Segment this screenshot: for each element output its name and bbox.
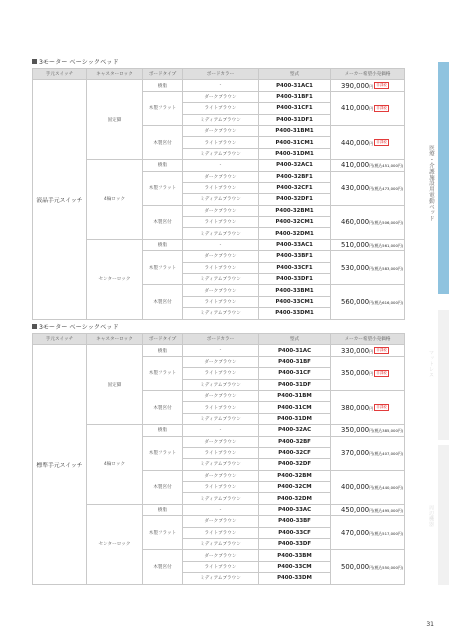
price-value: 380,000: [341, 403, 370, 412]
model-cell: P400-33CF: [259, 527, 331, 538]
board-color-cell: -: [183, 345, 259, 356]
tax-included-price: (税込517,000円): [373, 530, 404, 536]
model-cell: P400-33DM: [259, 573, 331, 584]
price-cell: [331, 239, 405, 250]
price-cell: [331, 125, 405, 159]
board-color-cell: ライトブラウン: [183, 402, 259, 413]
price-cell: [331, 390, 405, 424]
price-value: 410,000: [341, 161, 370, 170]
tax-included-price: (税込616,000円): [373, 300, 404, 305]
switch-cell: 標準手元スイッチ: [33, 345, 87, 584]
model-cell: P400-31CF1: [259, 103, 331, 114]
yen-unit: 円: [369, 530, 374, 536]
model-cell: P400-32BF: [259, 436, 331, 447]
board-type-cell: 樹脂: [143, 345, 183, 356]
model-cell: P400-33BM1: [259, 285, 331, 296]
board-type-cell: 樹脂: [143, 160, 183, 171]
tax-exempt-badge: 非課税: [376, 83, 387, 88]
tax-included-price: (税込407,000円): [373, 451, 404, 457]
board-color-cell: ミディアムブラウン: [183, 274, 259, 285]
model-cell: P400-32CM: [259, 482, 331, 493]
tax-included-price: (税込583,000円): [373, 265, 404, 271]
model-cell: P400-32BF1: [259, 171, 331, 182]
model-cell: P400-31BF1: [259, 91, 331, 102]
tax-exempt-badge: 非課税: [376, 105, 387, 110]
col-header: 手元スイッチ: [33, 69, 87, 80]
board-color-cell: ダークブラウン: [183, 390, 259, 401]
board-type-cell: 樹脂: [143, 425, 183, 436]
section-title-2: [32, 322, 119, 331]
col-header: ボードタイプ: [143, 69, 183, 80]
board-color-cell: ダークブラウン: [183, 356, 259, 367]
board-color-cell: ダークブラウン: [183, 125, 259, 136]
model-cell: P400-33CM: [259, 561, 331, 572]
model-cell: P400-33CM1: [259, 296, 331, 307]
model-cell: P400-31CM: [259, 402, 331, 413]
board-type-cell: 木製宮付: [143, 390, 183, 424]
model-cell: P400-32DF: [259, 459, 331, 470]
price-value: 450,000: [341, 506, 370, 515]
yen-unit: 円: [369, 163, 374, 169]
model-cell: P400-32CF1: [259, 182, 331, 193]
col-header: ボードカラー: [183, 69, 259, 80]
price-value: 410,000: [341, 104, 370, 113]
price-value: 430,000: [341, 184, 370, 193]
model-cell: P400-31DM: [259, 413, 331, 424]
model-cell: P400-31CF: [259, 368, 331, 379]
model-cell: P400-31DF: [259, 379, 331, 390]
col-header: ボードカラー: [183, 334, 259, 345]
board-color-cell: ダークブラウン: [183, 251, 259, 262]
caster-cell: 4輪ロック: [87, 160, 143, 240]
price-value: 500,000: [341, 563, 370, 571]
yen-unit: 円: [369, 348, 374, 354]
tax-included-price: (税込495,000円): [373, 508, 404, 514]
board-color-cell: ライトブラウン: [183, 296, 259, 307]
board-type-cell: 木製フラット: [143, 251, 183, 285]
board-color-cell: ダークブラウン: [183, 516, 259, 527]
board-color-cell: ミディアムブラウン: [183, 379, 259, 390]
model-cell: P400-32BM1: [259, 205, 331, 216]
board-color-cell: ミディアムブラウン: [183, 573, 259, 584]
board-color-cell: -: [183, 160, 259, 171]
section-title-text: 3モーター ベーシックベッド: [39, 59, 119, 66]
model-cell: P400-32AC1: [259, 160, 331, 171]
board-color-cell: ライトブラウン: [183, 103, 259, 114]
board-color-cell: ライトブラウン: [183, 447, 259, 458]
board-color-cell: ミディアムブラウン: [183, 148, 259, 159]
tax-exempt-badge: 非課税: [376, 348, 387, 353]
model-cell: P400-31BF: [259, 356, 331, 367]
yen-unit: 円: [369, 565, 374, 570]
caster-cell: センターロック: [87, 239, 143, 319]
model-cell: P400-33AC: [259, 504, 331, 515]
col-header: 手元スイッチ: [33, 334, 87, 345]
board-type-cell: 木製フラット: [143, 356, 183, 390]
board-type-cell: 樹脂: [143, 504, 183, 515]
yen-unit: 円: [369, 243, 374, 249]
section-title-text: 3モーター ベーシックベッド: [39, 324, 119, 331]
tax-included-price: (税込506,000円): [373, 220, 404, 226]
model-cell: P400-31DM1: [259, 148, 331, 159]
board-type-cell: 木製宮付: [143, 285, 183, 319]
board-color-cell: ダークブラウン: [183, 285, 259, 296]
board-color-cell: ミディアムブラウン: [183, 459, 259, 470]
board-color-cell: ダークブラウン: [183, 436, 259, 447]
yen-unit: 円: [369, 186, 374, 192]
yen-unit: 円: [369, 508, 374, 514]
board-color-cell: -: [183, 504, 259, 515]
col-header: メーカー希望小売価格: [331, 69, 405, 80]
board-color-cell: ライトブラウン: [183, 482, 259, 493]
tax-exempt-badge: 非課税: [376, 370, 387, 375]
model-cell: P400-33BM: [259, 550, 331, 561]
price-cell: [331, 205, 405, 239]
section-title-1: [32, 57, 119, 66]
col-header: ボードタイプ: [143, 334, 183, 345]
price-value: 370,000: [341, 449, 370, 458]
board-color-cell: ライトブラウン: [183, 137, 259, 148]
yen-unit: 円: [369, 485, 374, 491]
board-type-cell: 木製宮付: [143, 470, 183, 504]
board-color-cell: ミディアムブラウン: [183, 539, 259, 550]
model-cell: P400-33BF1: [259, 251, 331, 262]
model-cell: P400-33BF: [259, 516, 331, 527]
model-cell: P400-32DF1: [259, 194, 331, 205]
col-header: キャスターロック: [87, 334, 143, 345]
board-type-cell: 木製フラット: [143, 516, 183, 550]
yen-unit: 円: [369, 265, 374, 271]
board-color-cell: ライトブラウン: [183, 182, 259, 193]
price-cell: [331, 425, 405, 436]
tax-included-price: (税込385,000円): [373, 428, 404, 434]
tax-included-price: (税込550,000円): [373, 565, 404, 570]
board-color-cell: -: [183, 425, 259, 436]
yen-unit: 円: [369, 405, 374, 411]
side-tab-peripherals[interactable]: [438, 445, 449, 585]
table-row: [33, 160, 405, 171]
board-type-cell: 木製宮付: [143, 125, 183, 159]
table-row: [33, 504, 405, 515]
side-nav-faint-2: 周辺機器: [428, 505, 434, 527]
price-value: 530,000: [341, 263, 370, 272]
yen-unit: 円: [369, 220, 374, 226]
board-color-cell: ミディアムブラウン: [183, 194, 259, 205]
board-color-cell: ミディアムブラウン: [183, 228, 259, 239]
board-color-cell: ライトブラウン: [183, 217, 259, 228]
yen-unit: 円: [369, 371, 374, 377]
tax-included-price: (税込451,000円): [373, 163, 404, 169]
caster-cell: 固定脚: [87, 345, 143, 425]
model-cell: P400-31BM: [259, 390, 331, 401]
price-cell: [331, 516, 405, 550]
side-tab-mattress[interactable]: [438, 310, 449, 440]
caster-cell: 固定脚: [87, 80, 143, 160]
model-cell: P400-32CF: [259, 447, 331, 458]
price-cell: [331, 550, 405, 584]
table-header-row: [33, 334, 405, 345]
table-row: [33, 345, 405, 356]
price-value: 400,000: [341, 483, 370, 492]
board-color-cell: ダークブラウン: [183, 171, 259, 182]
price-cell: [331, 91, 405, 125]
yen-unit: 円: [369, 140, 374, 146]
board-color-cell: ミディアムブラウン: [183, 493, 259, 504]
yen-unit: 円: [369, 106, 374, 112]
board-color-cell: ダークブラウン: [183, 205, 259, 216]
table-row: [33, 425, 405, 436]
price-cell: [331, 345, 405, 356]
tax-exempt-badge: 非課税: [376, 405, 387, 410]
price-cell: [331, 171, 405, 205]
yen-unit: 円: [369, 300, 374, 305]
price-value: 560,000: [341, 298, 370, 306]
board-type-cell: 木製フラット: [143, 436, 183, 470]
price-value: 440,000: [341, 138, 370, 147]
model-cell: P400-32CM1: [259, 217, 331, 228]
yen-unit: 円: [369, 451, 374, 457]
board-color-cell: ミディアムブラウン: [183, 413, 259, 424]
board-color-cell: ライトブラウン: [183, 368, 259, 379]
square-bullet-icon: [32, 324, 37, 329]
page-number: 31: [426, 621, 434, 628]
model-cell: P400-31AC1: [259, 80, 331, 91]
col-header: キャスターロック: [87, 69, 143, 80]
price-value: 350,000: [341, 369, 370, 378]
spec-table-2: [32, 333, 405, 585]
board-color-cell: ダークブラウン: [183, 550, 259, 561]
board-color-cell: ミディアムブラウン: [183, 114, 259, 125]
model-cell: P400-33AC1: [259, 239, 331, 250]
model-cell: P400-33DM1: [259, 308, 331, 319]
spec-table-1: [32, 68, 405, 320]
model-cell: P400-32AC: [259, 425, 331, 436]
price-cell: [331, 504, 405, 515]
tax-included-price: (税込440,000円): [373, 485, 404, 491]
board-type-cell: 樹脂: [143, 239, 183, 250]
model-cell: P400-33CF1: [259, 262, 331, 273]
price-cell: [331, 251, 405, 285]
tax-included-price: (税込561,000円): [373, 243, 404, 249]
board-type-cell: 木製宮付: [143, 550, 183, 584]
price-value: 470,000: [341, 528, 370, 537]
price-value: 350,000: [341, 426, 370, 435]
board-type-cell: 樹脂: [143, 80, 183, 91]
model-cell: P400-31CM1: [259, 137, 331, 148]
table-row: [33, 80, 405, 91]
model-cell: P400-32DM1: [259, 228, 331, 239]
table-header-row: [33, 69, 405, 80]
price-cell: [331, 80, 405, 91]
side-nav-faint-1: マットレス: [428, 350, 434, 378]
model-cell: P400-32DM: [259, 493, 331, 504]
board-color-cell: ライトブラウン: [183, 527, 259, 538]
price-cell: [331, 285, 405, 319]
model-cell: P400-33DF1: [259, 274, 331, 285]
price-value: 510,000: [341, 241, 370, 250]
model-cell: P400-31BM1: [259, 125, 331, 136]
price-cell: [331, 356, 405, 390]
board-color-cell: -: [183, 239, 259, 250]
price-cell: [331, 470, 405, 504]
board-type-cell: 木製フラット: [143, 91, 183, 125]
price-value: 330,000: [341, 346, 370, 355]
col-header: メーカー希望小売価格: [331, 334, 405, 345]
board-type-cell: 木製宮付: [143, 205, 183, 239]
col-header: 型式: [259, 334, 331, 345]
board-color-cell: -: [183, 80, 259, 91]
board-color-cell: ダークブラウン: [183, 91, 259, 102]
board-color-cell: ダークブラウン: [183, 470, 259, 481]
price-value: 390,000: [341, 81, 370, 90]
board-type-cell: 木製フラット: [143, 171, 183, 205]
caster-cell: 4輪ロック: [87, 425, 143, 505]
board-color-cell: ミディアムブラウン: [183, 308, 259, 319]
model-cell: P400-31AC: [259, 345, 331, 356]
side-tab-active[interactable]: [438, 62, 449, 294]
yen-unit: 円: [369, 83, 374, 89]
side-nav-label: 医療・介護施設用電動ベッド: [428, 145, 434, 222]
model-cell: P400-33DF: [259, 539, 331, 550]
table-row: [33, 239, 405, 250]
price-cell: [331, 436, 405, 470]
model-cell: P400-32BM: [259, 470, 331, 481]
yen-unit: 円: [369, 428, 374, 434]
tax-exempt-badge: 非課税: [376, 140, 387, 145]
model-cell: P400-31DF1: [259, 114, 331, 125]
switch-cell: 液晶手元スイッチ: [33, 80, 87, 319]
caster-cell: センターロック: [87, 504, 143, 584]
board-color-cell: ライトブラウン: [183, 262, 259, 273]
price-cell: [331, 160, 405, 171]
price-value: 460,000: [341, 218, 370, 227]
col-header: 型式: [259, 69, 331, 80]
board-color-cell: ライトブラウン: [183, 561, 259, 572]
tax-included-price: (税込473,000円): [373, 186, 404, 192]
square-bullet-icon: [32, 59, 37, 64]
